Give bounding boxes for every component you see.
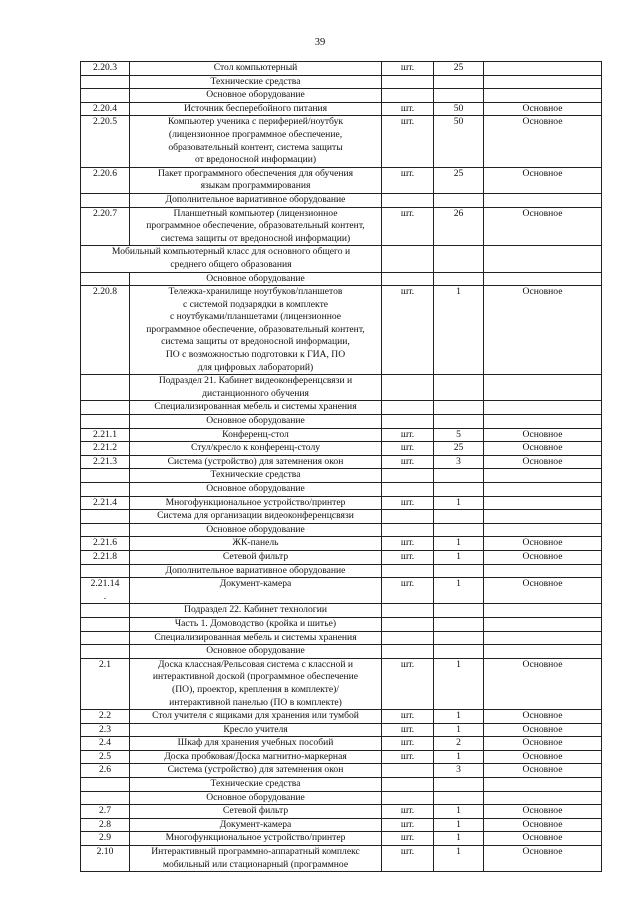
cell-qty: 1 — [434, 818, 484, 832]
cell-num: 2.3 — [81, 723, 130, 737]
table-row — [81, 764, 602, 778]
cell-name: Доска пробковая/Доска магнитно-маркерная — [130, 750, 382, 764]
cell-num — [81, 778, 130, 792]
cell-note: Основное — [484, 286, 602, 375]
cell-note: Основное — [484, 537, 602, 551]
table-row — [81, 272, 602, 286]
table-row — [81, 846, 602, 872]
cell-name: Основное оборудование — [130, 89, 382, 103]
cell-unit — [382, 604, 434, 618]
cell-qty: 50 — [434, 102, 484, 116]
page-number: 39 — [314, 37, 326, 48]
cell-qty — [434, 791, 484, 805]
table-row — [81, 442, 602, 456]
cell-qty — [434, 604, 484, 618]
cell-unit — [382, 617, 434, 631]
cell-note — [484, 510, 602, 524]
cell-qty: 1 — [434, 550, 484, 564]
cell-note: Основное — [484, 578, 602, 604]
cell-name: Многофункциональное устройство/принтер — [130, 832, 382, 846]
cell-num — [81, 415, 130, 429]
cell-qty: 1 — [434, 658, 484, 709]
table-row — [81, 805, 602, 819]
table-row — [81, 375, 602, 401]
cell-note: Основное — [484, 207, 602, 246]
cell-unit: шт. — [382, 102, 434, 116]
cell-name: Основное оборудование — [130, 483, 382, 497]
cell-unit — [382, 415, 434, 429]
cell-note — [484, 469, 602, 483]
cell-unit: шт. — [382, 750, 434, 764]
table-row — [81, 550, 602, 564]
cell-note: Основное — [484, 710, 602, 724]
cell-qty — [434, 523, 484, 537]
cell-qty: 1 — [434, 846, 484, 872]
cell-qty — [434, 75, 484, 89]
cell-name: Стул/кресло к конференц-столу — [130, 442, 382, 456]
table-row — [81, 710, 602, 724]
cell-note: Основное — [484, 723, 602, 737]
cell-name: Дополнительное вариативное оборудование — [130, 564, 382, 578]
cell-qty: 1 — [434, 537, 484, 551]
table-row — [81, 791, 602, 805]
cell-qty — [434, 645, 484, 659]
cell-num — [81, 375, 130, 401]
cell-qty — [434, 631, 484, 645]
cell-num: 2.20.4 — [81, 102, 130, 116]
cell-qty: 1 — [434, 805, 484, 819]
cell-num — [81, 604, 130, 618]
cell-num: 2.1 — [81, 658, 130, 709]
cell-num — [81, 645, 130, 659]
cell-qty: 3 — [434, 764, 484, 778]
cell-note — [484, 564, 602, 578]
cell-note — [484, 645, 602, 659]
cell-name: Документ-камера — [130, 818, 382, 832]
cell-unit — [382, 193, 434, 207]
table-row — [81, 778, 602, 792]
cell-qty: 1 — [434, 578, 484, 604]
cell-qty — [434, 510, 484, 524]
cell-note — [484, 62, 602, 76]
cell-unit: шт. — [382, 805, 434, 819]
table-row — [81, 523, 602, 537]
cell-note: Основное — [484, 737, 602, 751]
cell-unit — [382, 645, 434, 659]
cell-qty: 26 — [434, 207, 484, 246]
cell-name: Система для организации видеоконференцсвязи — [130, 510, 382, 524]
table-row — [81, 658, 602, 709]
cell-note: Основное — [484, 442, 602, 456]
cell-note — [484, 778, 602, 792]
table-row — [81, 455, 602, 469]
cell-name: Основное оборудование — [130, 272, 382, 286]
cell-note — [484, 617, 602, 631]
table-row — [81, 617, 602, 631]
cell-note: Основное — [484, 750, 602, 764]
cell-note: Основное — [484, 428, 602, 442]
cell-qty: 2 — [434, 737, 484, 751]
cell-num: 2.20.8 — [81, 286, 130, 375]
cell-name: Источник бесперебойного питания — [130, 102, 382, 116]
cell-num — [81, 75, 130, 89]
cell-unit: шт. — [382, 578, 434, 604]
cell-name: Тележка-хранилище ноутбуков/планшетов с системой подзарядки в комплекте с ноутбуками/планшетами (лицензионное программное обеспечение, образовательный контент, система защиты от вредоносной информации, ПО с возможностью подготовки к ГИА, ПО для цифровых лабораторий) — [130, 286, 382, 375]
cell-unit — [382, 631, 434, 645]
cell-qty: 25 — [434, 62, 484, 76]
cell-name: Система (устройство) для затемнения окон — [130, 455, 382, 469]
cell-name: Шкаф для хранения учебных пособий — [130, 737, 382, 751]
cell-unit — [382, 510, 434, 524]
cell-note — [484, 483, 602, 497]
cell-note: Основное — [484, 658, 602, 709]
cell-note: Основное — [484, 116, 602, 167]
cell-num — [81, 617, 130, 631]
cell-name: Технические средства — [130, 778, 382, 792]
cell-qty: 3 — [434, 455, 484, 469]
cell-qty — [434, 415, 484, 429]
cell-name: Сетевой фильтр — [130, 805, 382, 819]
cell-unit — [382, 778, 434, 792]
cell-name: Дополнительное вариативное оборудование — [130, 193, 382, 207]
cell-name: Конференц-стол — [130, 428, 382, 442]
cell-num: 2.21.8 — [81, 550, 130, 564]
cell-qty: 5 — [434, 428, 484, 442]
cell-qty: 50 — [434, 116, 484, 167]
cell-unit — [382, 469, 434, 483]
cell-num: 2.20.3 — [81, 62, 130, 76]
cell-num: 2.9 — [81, 832, 130, 846]
cell-note: Основное — [484, 805, 602, 819]
cell-note: Основное — [484, 832, 602, 846]
cell-unit — [382, 246, 434, 272]
cell-unit: шт. — [382, 207, 434, 246]
cell-qty — [434, 483, 484, 497]
table-row — [81, 483, 602, 497]
cell-qty — [434, 469, 484, 483]
cell-unit: шт. — [382, 537, 434, 551]
cell-unit: шт. — [382, 167, 434, 193]
cell-num: 2.21.14 . — [81, 578, 130, 604]
cell-name: Мобильный компьютерный класс для основного общего и среднего общего образования — [81, 246, 382, 272]
cell-unit: шт. — [382, 286, 434, 375]
cell-note — [484, 89, 602, 103]
cell-num: 2.21.4 — [81, 496, 130, 510]
cell-num — [81, 193, 130, 207]
table-body — [81, 62, 602, 872]
cell-unit — [382, 89, 434, 103]
cell-unit: шт. — [382, 723, 434, 737]
cell-unit — [382, 564, 434, 578]
cell-note: Основное — [484, 102, 602, 116]
cell-num — [81, 523, 130, 537]
cell-num: 2.20.7 — [81, 207, 130, 246]
cell-name: ЖК-панель — [130, 537, 382, 551]
cell-qty: 1 — [434, 286, 484, 375]
cell-unit: шт. — [382, 737, 434, 751]
cell-qty: 1 — [434, 496, 484, 510]
table-row — [81, 537, 602, 551]
cell-note — [484, 272, 602, 286]
cell-name: Доска классная/Рельсовая система с классной и интерактивной доской (программное обеспечение (ПО), проектор, крепления в комплекте)/ интерактивной панелью (ПО в комплекте) — [130, 658, 382, 709]
cell-name: Технические средства — [130, 469, 382, 483]
cell-unit: шт. — [382, 818, 434, 832]
cell-qty — [434, 193, 484, 207]
cell-unit: шт. — [382, 846, 434, 872]
cell-qty: 1 — [434, 710, 484, 724]
cell-num: 2.20.5 — [81, 116, 130, 167]
cell-name: Основное оборудование — [130, 791, 382, 805]
cell-name: Подраздел 22. Кабинет технологии — [130, 604, 382, 618]
cell-qty — [434, 401, 484, 415]
table-row — [81, 207, 602, 246]
cell-num: 2.10 — [81, 846, 130, 872]
cell-unit: шт. — [382, 442, 434, 456]
cell-qty — [434, 246, 484, 272]
cell-unit — [382, 791, 434, 805]
table-row — [81, 469, 602, 483]
cell-num — [81, 89, 130, 103]
cell-num — [81, 483, 130, 497]
cell-qty: 1 — [434, 723, 484, 737]
cell-num: 2.21.2 — [81, 442, 130, 456]
cell-qty: 25 — [434, 167, 484, 193]
table-row — [81, 89, 602, 103]
cell-unit: шт. — [382, 710, 434, 724]
cell-note — [484, 523, 602, 537]
cell-note — [484, 791, 602, 805]
cell-name: Пакет программного обеспечения для обучения языкам программирования — [130, 167, 382, 193]
table-row — [81, 75, 602, 89]
cell-name: Основное оборудование — [130, 415, 382, 429]
table-row — [81, 401, 602, 415]
cell-unit: шт. — [382, 658, 434, 709]
cell-unit: шт. — [382, 116, 434, 167]
cell-unit — [382, 523, 434, 537]
cell-qty — [434, 272, 484, 286]
cell-name: Стол учителя с ящиками для хранения или тумбой — [130, 710, 382, 724]
cell-name: Стол компьютерный — [130, 62, 382, 76]
table-row — [81, 750, 602, 764]
cell-note: Основное — [484, 550, 602, 564]
table-row — [81, 428, 602, 442]
cell-unit — [382, 401, 434, 415]
cell-note — [484, 401, 602, 415]
table-row — [81, 102, 602, 116]
cell-unit — [382, 75, 434, 89]
cell-name: Сетевой фильтр — [130, 550, 382, 564]
cell-note — [484, 415, 602, 429]
cell-num: 2.5 — [81, 750, 130, 764]
cell-qty — [434, 617, 484, 631]
cell-num — [81, 469, 130, 483]
table-row — [81, 818, 602, 832]
cell-name: Планшетный компьютер (лицензионное программное обеспечение, образовательный контент, система защиты от вредоносной информации) — [130, 207, 382, 246]
cell-unit: шт. — [382, 496, 434, 510]
cell-name: Часть 1. Домоводство (кройка и шитье) — [130, 617, 382, 631]
table-row — [81, 286, 602, 375]
table-row — [81, 415, 602, 429]
cell-name: Компьютер ученика с периферией/ноутбук (лицензионное программное обеспечение, образовательный контент, система защиты от вредоносной информации) — [130, 116, 382, 167]
cell-unit — [382, 272, 434, 286]
cell-note: Основное — [484, 167, 602, 193]
table-row — [81, 246, 602, 272]
table-row — [81, 193, 602, 207]
cell-name: Многофункциональное устройство/принтер — [130, 496, 382, 510]
cell-unit: шт. — [382, 832, 434, 846]
cell-unit: шт. — [382, 62, 434, 76]
table-row — [81, 723, 602, 737]
cell-note — [484, 375, 602, 401]
cell-unit — [382, 483, 434, 497]
table-row — [81, 167, 602, 193]
cell-note — [484, 246, 602, 272]
cell-num: 2.4 — [81, 737, 130, 751]
cell-qty — [434, 564, 484, 578]
table-row — [81, 832, 602, 846]
cell-note — [484, 193, 602, 207]
cell-name: Специализированная мебель и системы хранения — [130, 401, 382, 415]
cell-num: 2.21.6 — [81, 537, 130, 551]
cell-num — [81, 510, 130, 524]
cell-qty — [434, 89, 484, 103]
cell-note: Основное — [484, 455, 602, 469]
table-row — [81, 564, 602, 578]
cell-name: Специализированная мебель и системы хранения — [130, 631, 382, 645]
cell-qty — [434, 778, 484, 792]
table-row — [81, 645, 602, 659]
cell-unit: шт. — [382, 428, 434, 442]
cell-note: Основное — [484, 846, 602, 872]
cell-qty: 25 — [434, 442, 484, 456]
cell-num — [81, 791, 130, 805]
cell-num: 2.2 — [81, 710, 130, 724]
cell-note — [484, 604, 602, 618]
cell-num: 2.8 — [81, 818, 130, 832]
equipment-table — [80, 61, 602, 872]
cell-note: Основное — [484, 764, 602, 778]
cell-num — [81, 631, 130, 645]
cell-note — [484, 75, 602, 89]
cell-note — [484, 631, 602, 645]
cell-name: Кресло учителя — [130, 723, 382, 737]
cell-name: Основное оборудование — [130, 645, 382, 659]
cell-unit: шт. — [382, 455, 434, 469]
table-row — [81, 737, 602, 751]
cell-num: 2.20.6 — [81, 167, 130, 193]
table-row — [81, 631, 602, 645]
cell-qty: 1 — [434, 832, 484, 846]
cell-name: Основное оборудование — [130, 523, 382, 537]
cell-name: Документ-камера — [130, 578, 382, 604]
table-row — [81, 496, 602, 510]
table-row — [81, 62, 602, 76]
cell-qty: 1 — [434, 750, 484, 764]
cell-unit — [382, 375, 434, 401]
cell-name: Система (устройство) для затемнения окон — [130, 764, 382, 778]
table-row — [81, 578, 602, 604]
table-row — [81, 116, 602, 167]
cell-name: Подраздел 21. Кабинет видеоконференцсвязи и дистанционного обучения — [130, 375, 382, 401]
cell-name: Технические средства — [130, 75, 382, 89]
cell-unit: шт. — [382, 550, 434, 564]
cell-name: Интерактивный программно-аппаратный комплекс мобильный или стационарный (программное — [130, 846, 382, 872]
cell-note — [484, 496, 602, 510]
cell-num: 2.7 — [81, 805, 130, 819]
cell-note: Основное — [484, 818, 602, 832]
table-row — [81, 510, 602, 524]
cell-num — [81, 401, 130, 415]
cell-num — [81, 272, 130, 286]
cell-num: 2.21.3 — [81, 455, 130, 469]
cell-num: 2.6 — [81, 764, 130, 778]
cell-num — [81, 564, 130, 578]
cell-num: 2.21.1 — [81, 428, 130, 442]
cell-unit — [382, 764, 434, 778]
table-row — [81, 604, 602, 618]
cell-qty — [434, 375, 484, 401]
